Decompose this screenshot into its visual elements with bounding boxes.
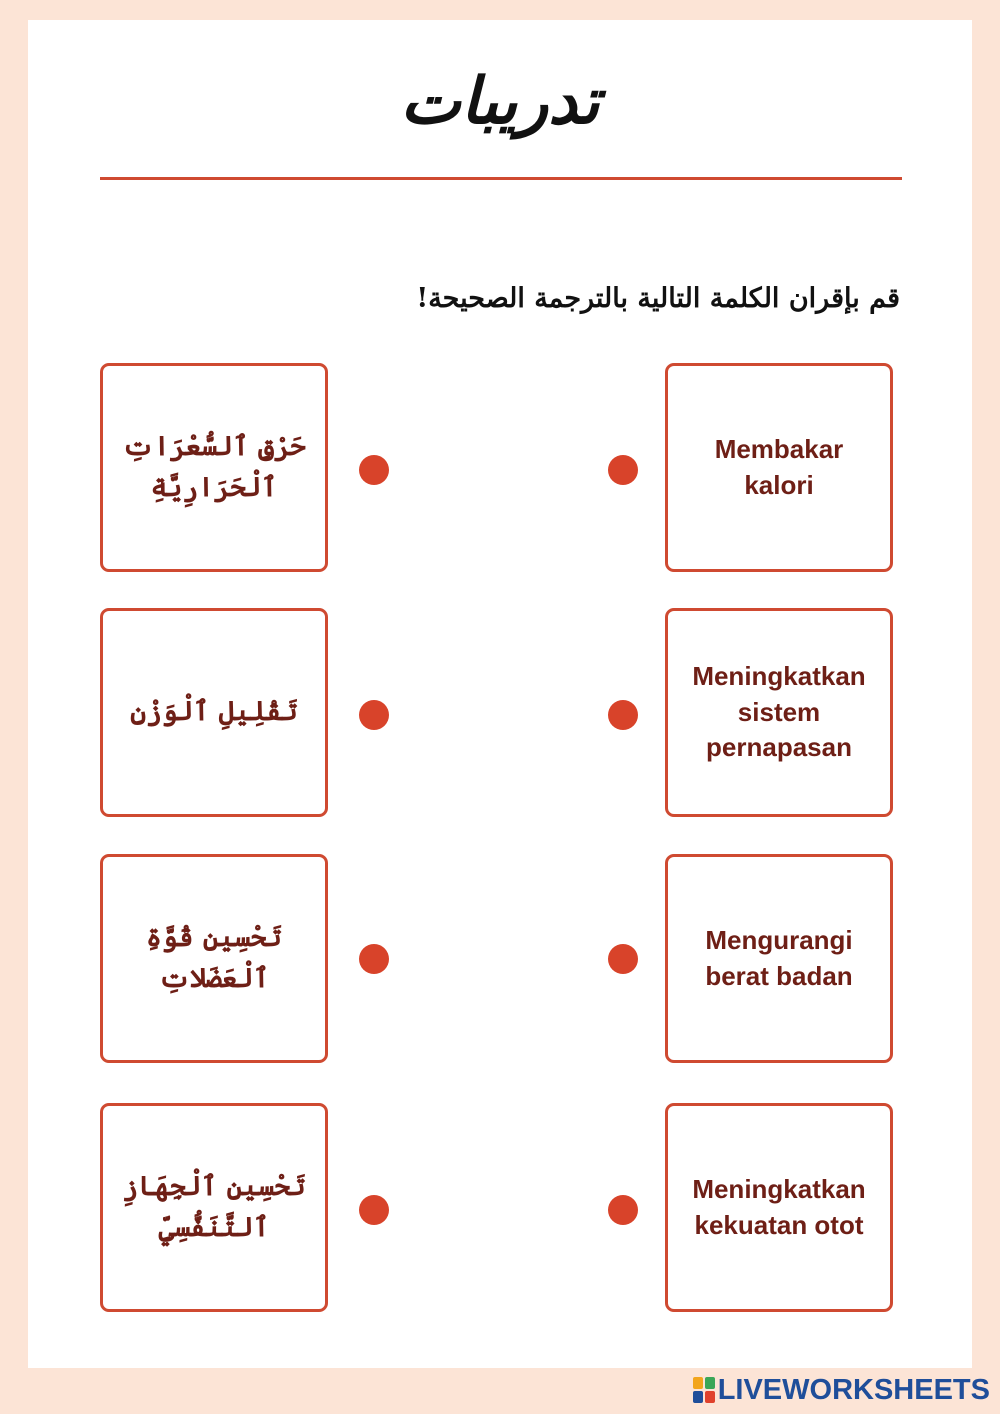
instruction-text: قم بإقران الكلمة التالية بالترجمة الصحيحة! xyxy=(416,283,900,314)
match-dot-left-2[interactable] xyxy=(359,700,389,730)
arabic-term-card-1[interactable] xyxy=(100,363,328,572)
translation-text: Meningkatkan kekuatan otot xyxy=(692,1173,866,1240)
page-title: تدريبات xyxy=(400,64,600,139)
arabic-term-card-2[interactable] xyxy=(100,608,328,817)
match-dot-left-4[interactable] xyxy=(359,1195,389,1225)
match-dot-right-4[interactable] xyxy=(608,1195,638,1225)
liveworksheets-watermark xyxy=(693,1374,990,1406)
translation-text: Mengurangi berat badan xyxy=(705,924,853,991)
match-dot-right-3[interactable] xyxy=(608,944,638,974)
arabic-term-card-4[interactable] xyxy=(100,1103,328,1312)
translation-text: Membakar kalori xyxy=(714,433,844,500)
watermark-text: LIVEWORKSHEETS xyxy=(717,1373,990,1406)
arabic-term-text: تَقْلِيلِ ٱلْوَزْنِ xyxy=(130,696,298,728)
translation-card-4[interactable] xyxy=(665,1103,893,1312)
translation-card-2[interactable] xyxy=(665,608,893,817)
arabic-term-text: حَرْقِ ٱلسُّعْرَاتِ ٱلْحَرَارِيَّةِ xyxy=(122,431,306,503)
arabic-term-text: تَحْسِينِ ٱلْجِهَازِ ٱلتَّنَفُّسِيِّ xyxy=(122,1171,306,1243)
match-dot-left-1[interactable] xyxy=(359,455,389,485)
liveworksheets-logo-icon xyxy=(693,1377,715,1403)
translation-card-3[interactable] xyxy=(665,854,893,1063)
arabic-term-card-3[interactable] xyxy=(100,854,328,1063)
match-dot-right-1[interactable] xyxy=(608,455,638,485)
translation-text: Meningkatkan sistem pernapasan xyxy=(692,660,866,763)
title-divider xyxy=(100,177,902,180)
arabic-term-text: تَحْسِينِ قُوَّةِ ٱلْعَضَلاتِ xyxy=(146,922,282,994)
match-dot-right-2[interactable] xyxy=(608,700,638,730)
match-dot-left-3[interactable] xyxy=(359,944,389,974)
translation-card-1[interactable] xyxy=(665,363,893,572)
